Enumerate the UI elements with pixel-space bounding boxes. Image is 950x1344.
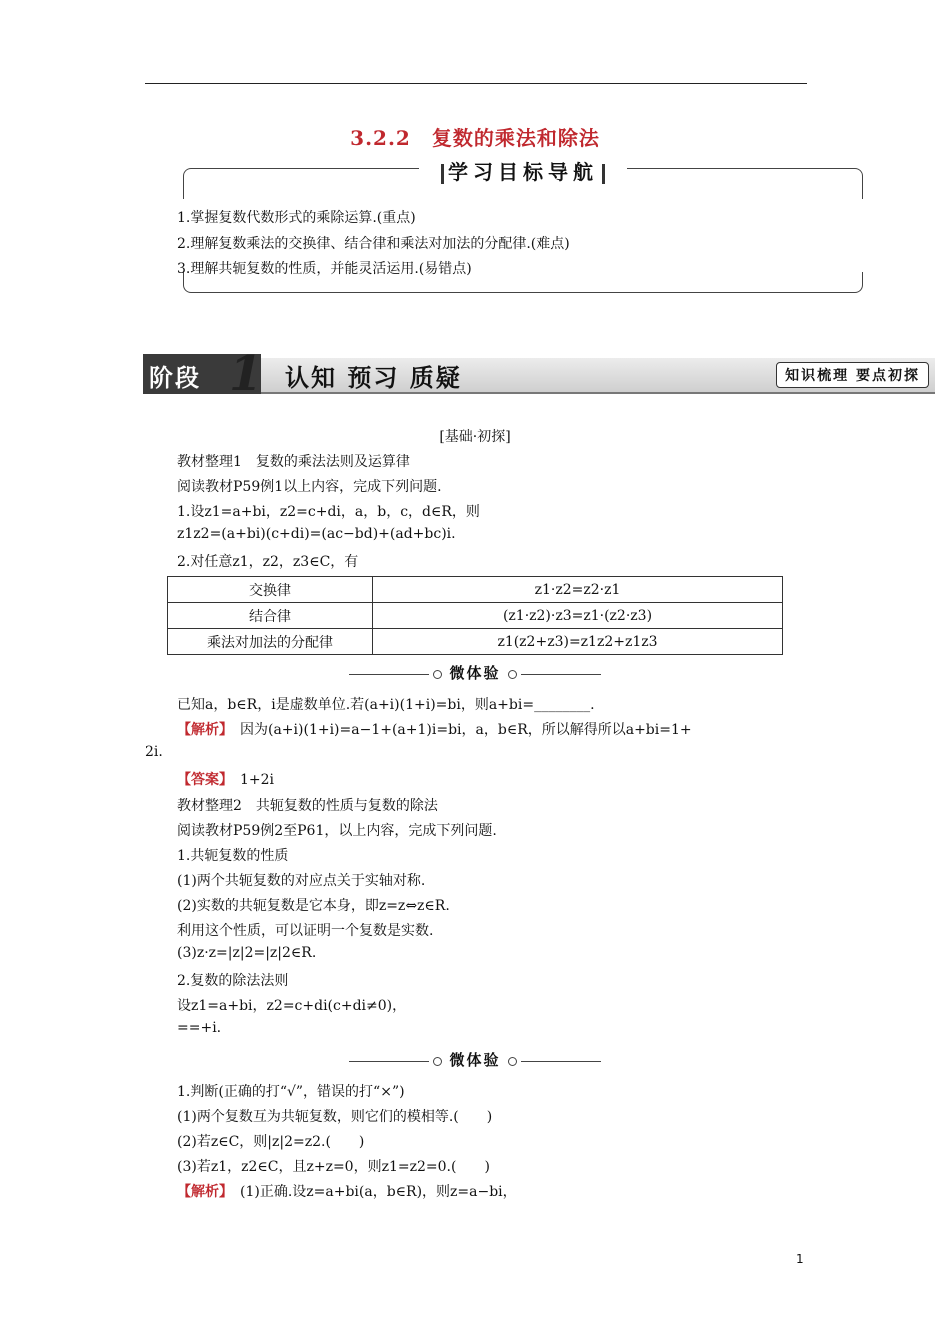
circle-icon — [508, 1057, 517, 1066]
exercise2-q0: 1.判断(正确的打“√”，错误的打“×”) — [177, 1084, 405, 1100]
table-row — [168, 577, 783, 603]
divider-line — [349, 1061, 429, 1062]
exercise2-q3: (3)若z1，z2∈C，且z+z=0，则z1=z2=0.( ) — [177, 1159, 490, 1175]
part2-l2: (1)两个共轭复数的对应点关于实轴对称. — [177, 873, 426, 889]
exercise1-analysis-line — [177, 719, 692, 739]
exercise1-answer-line — [177, 769, 274, 789]
goals-heading-text: 学习目标导航 — [448, 160, 598, 184]
exercise2-analysis-line — [177, 1181, 517, 1201]
stage-label: 阶段 — [149, 364, 201, 392]
part2-l5: (3)z·z=|z|2=|z|2∈R. — [177, 945, 317, 961]
law-formula: (z1·z2)·z3=z1·(z2·z3) — [373, 603, 783, 629]
exercise2-q1: (1)两个复数互为共轭复数，则它们的模相等.( ) — [177, 1109, 493, 1125]
micro-label: 微体验 — [449, 664, 501, 682]
part2-l1: 1.共轭复数的性质 — [177, 848, 289, 864]
operation-laws-table — [167, 576, 783, 655]
law-formula: z1(z2+z3)=z1z2+z1z3 — [373, 629, 783, 655]
exercise1-analysis-cont: 2i. — [145, 744, 163, 760]
part2-reading: 阅读教材P59例2至P61，以上内容，完成下列问题. — [177, 823, 497, 839]
goal-item: 3.理解共轭复数的性质，并能灵活运用.(易错点) — [177, 261, 472, 277]
goal-item: 1.掌握复数代数形式的乘除运算.(重点) — [177, 210, 416, 226]
goals-heading — [419, 156, 627, 182]
divider-line — [349, 674, 429, 675]
stage-number: 1 — [229, 346, 263, 402]
analysis-text: (1)正确.设z=a+bi(a，b∈R)，则z=a−bi， — [240, 1184, 517, 1200]
part1-reading: 阅读教材P59例1以上内容，完成下列问题. — [177, 479, 442, 495]
circle-icon — [433, 1057, 442, 1066]
stage-banner — [143, 346, 935, 402]
section-tag: [基础·初探] — [439, 429, 511, 445]
answer-label: 【答案】 — [177, 772, 226, 788]
header-rule — [145, 83, 807, 84]
part2-l7: 设z1=a+bi，z2=c+di(c+di≠0)， — [177, 998, 407, 1014]
table-row — [168, 603, 783, 629]
part2-l3: (2)实数的共轭复数是它本身，即z=z⇔z∈R. — [177, 898, 450, 914]
part1-line2: z1z2=(a+bi)(c+di)=(ac−bd)+(ad+bc)i. — [177, 526, 456, 542]
analysis-label: 【解析】 — [177, 1184, 226, 1200]
page-number: 1 — [796, 1252, 804, 1266]
answer-text: 1+2i — [240, 772, 275, 788]
part1-line3: 2.对任意z1，z2，z3∈C，有 — [177, 554, 359, 570]
circle-icon — [433, 670, 442, 679]
divider-line — [521, 1061, 601, 1062]
law-name: 结合律 — [168, 603, 373, 629]
micro-experience-divider — [0, 662, 950, 683]
bar-right-icon — [602, 164, 605, 184]
micro-experience-divider-2 — [0, 1049, 950, 1070]
page-title: 3.2.2 复数的乘法和除法 — [350, 126, 600, 150]
analysis-text: 因为(a+i)(1+i)=a−1+(a+1)i=bi，a，b∈R，所以解得所以a+bi=1+ — [240, 722, 692, 738]
goal-item: 2.理解复数乘法的交换律、结合律和乘法对加法的分配律.(难点) — [177, 235, 570, 252]
part2-l8: ==+i. — [177, 1020, 222, 1036]
law-formula: z1·z2=z2·z1 — [373, 577, 783, 603]
micro-label: 微体验 — [449, 1051, 501, 1069]
law-name: 乘法对加法的分配律 — [168, 629, 373, 655]
part2-l6: 2.复数的除法法则 — [177, 973, 289, 989]
stage-name: 认知 预习 质疑 — [285, 364, 462, 392]
table-row — [168, 629, 783, 655]
part1-line1: 1.设z1=a+bi，z2=c+di，a，b，c，d∈R，则 — [177, 504, 480, 520]
circle-icon — [508, 670, 517, 679]
stage-tag: 知识梳理 要点初探 — [776, 362, 929, 388]
analysis-label: 【解析】 — [177, 722, 226, 738]
exercise2-q2: (2)若z∈C，则|z|2=z2.( ) — [177, 1134, 365, 1150]
part2-l4: 利用这个性质，可以证明一个复数是实数. — [177, 923, 434, 939]
part1-heading: 教材整理1 复数的乘法法则及运算律 — [177, 454, 410, 470]
law-name: 交换律 — [168, 577, 373, 603]
part2-heading: 教材整理2 共轭复数的性质与复数的除法 — [177, 798, 438, 814]
exercise1-question: 已知a，b∈R，i是虚数单位.若(a+i)(1+i)=bi，则a+bi=________. — [177, 697, 595, 713]
bar-left-icon — [441, 164, 444, 184]
divider-line — [521, 674, 601, 675]
goals-list — [177, 206, 570, 283]
